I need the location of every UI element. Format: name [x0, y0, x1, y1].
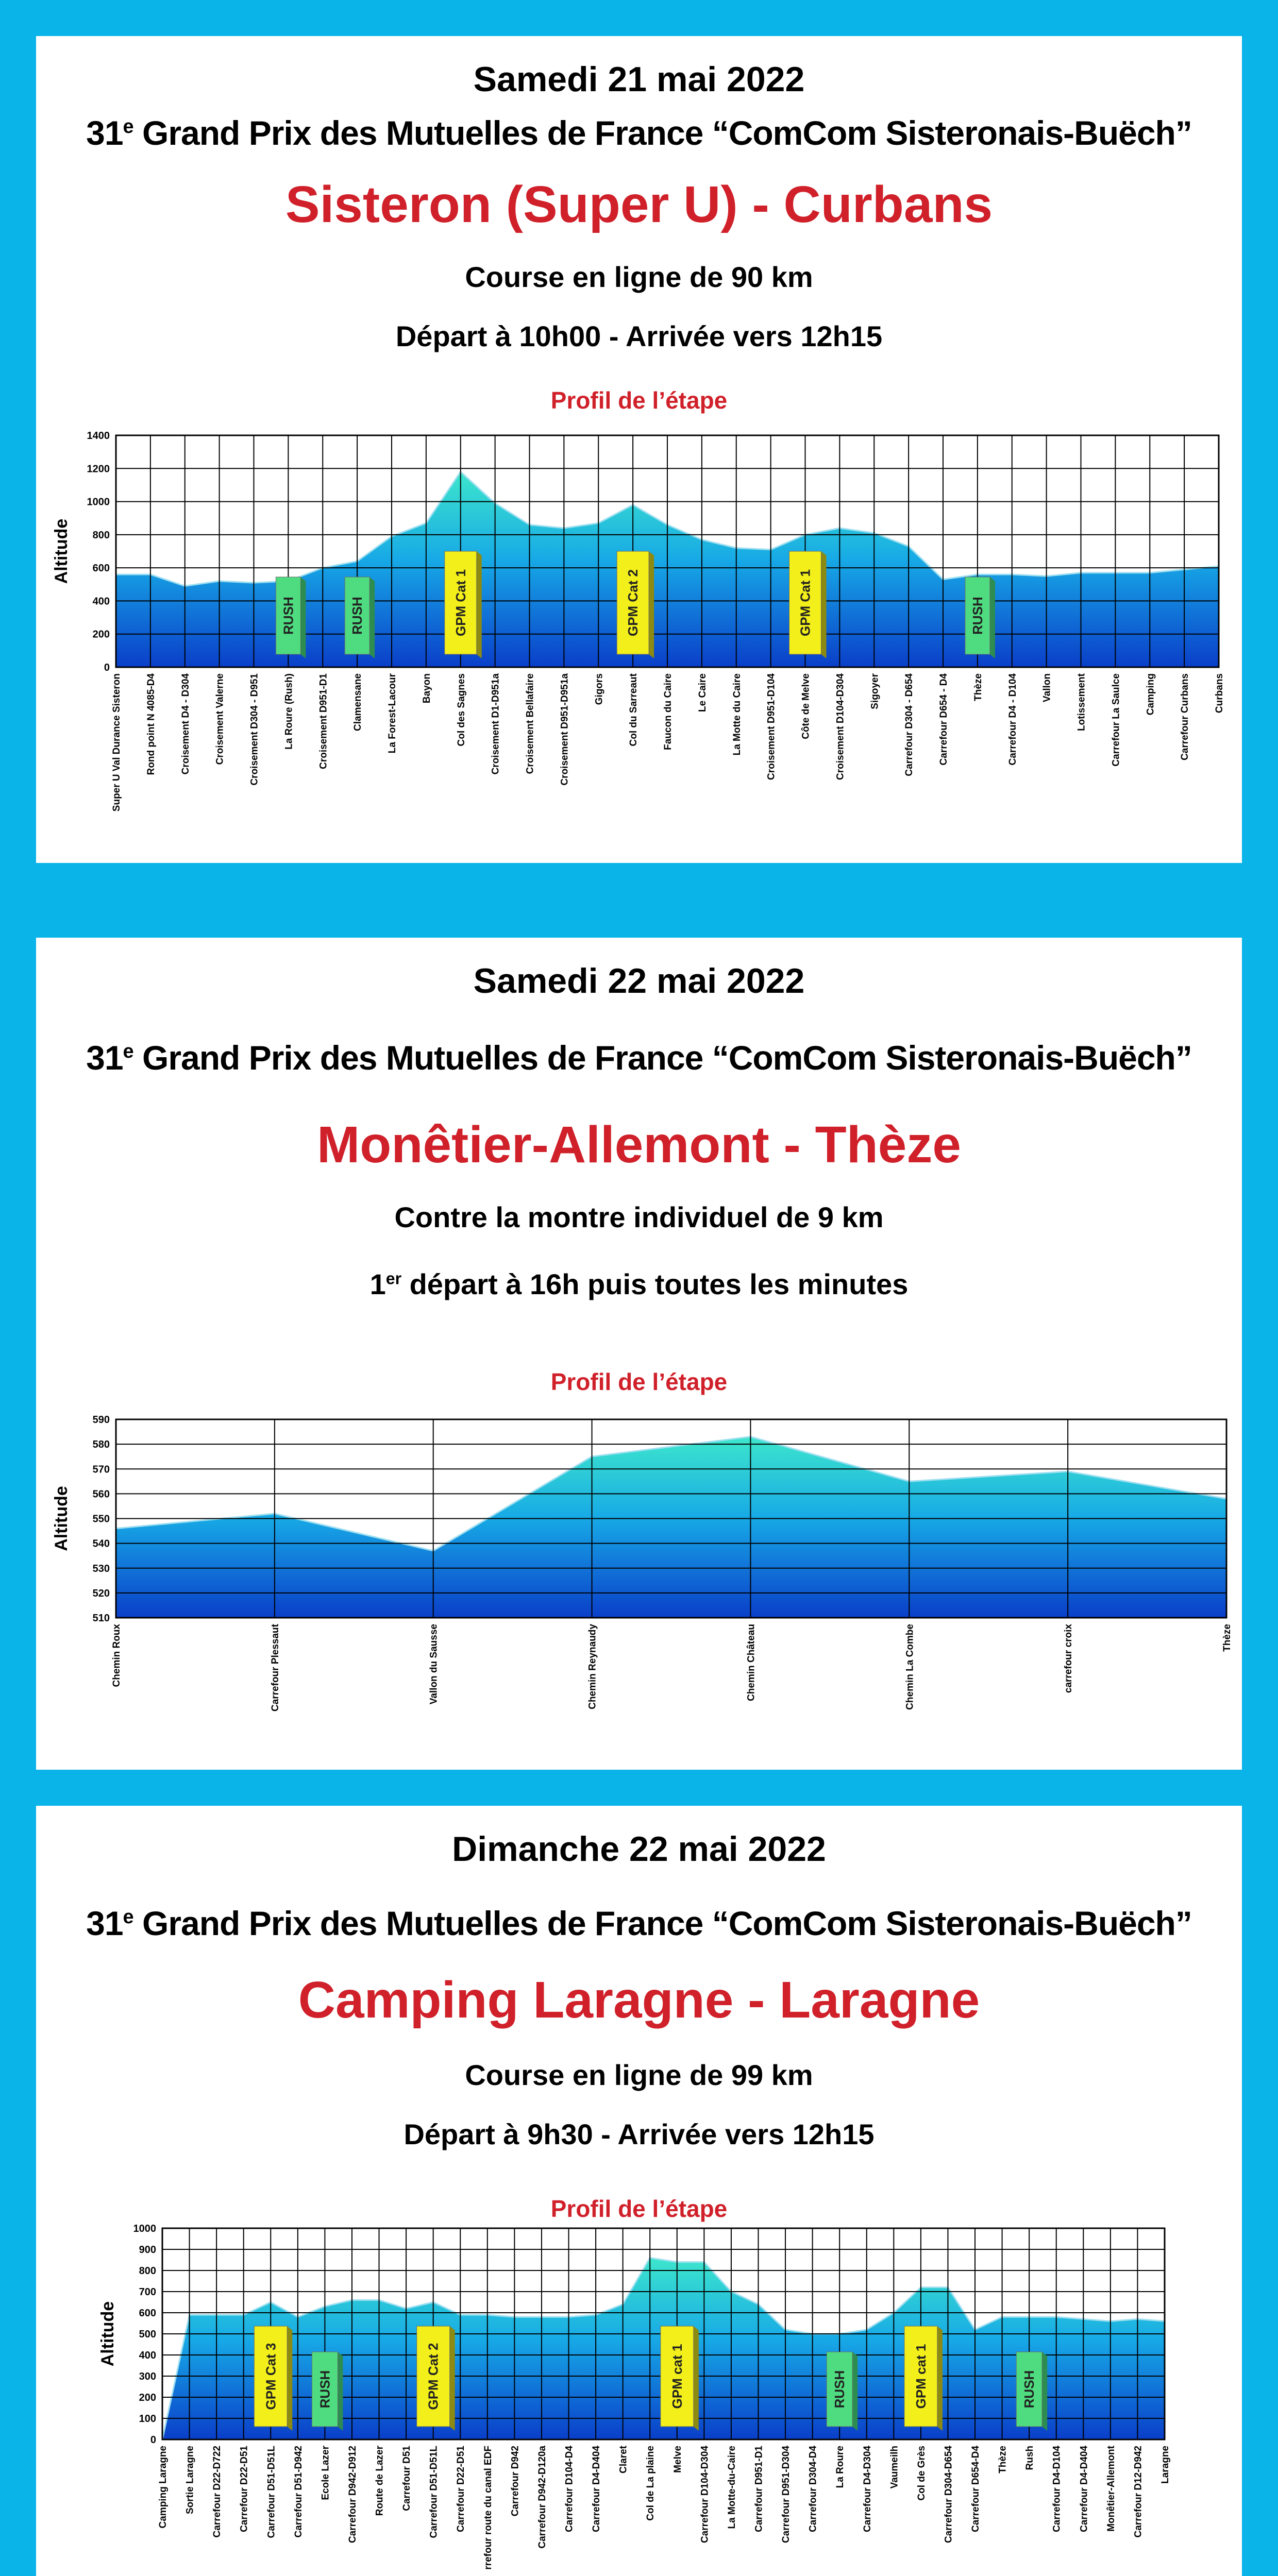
y-tick-label: 300 [139, 2371, 156, 2382]
y-tick-label: 570 [92, 1464, 110, 1476]
x-tick-label: Carrefour La Saulce [1111, 673, 1122, 767]
x-tick-label: Carrefour Plessaut [270, 1624, 281, 1712]
marker-label: RUSH [280, 597, 296, 635]
marker-shadow [477, 551, 482, 658]
x-tick-label: Col de La plaine [645, 2446, 657, 2521]
y-tick-label: 540 [92, 1538, 110, 1550]
x-tick-label: Laragne [1160, 2446, 1171, 2484]
y-tick-label: 400 [92, 596, 110, 607]
marker-label: GPM cat 1 [669, 2344, 685, 2409]
grand-prix-title: 31e Grand Prix des Mutuelles de France “ComCom Sisteronais-Buëch” [86, 114, 1192, 152]
x-tick-label: Croisement D104-D304 [835, 673, 846, 780]
x-tick-label: Carrefour D4-D304 [862, 2446, 873, 2532]
elevation-area [116, 1437, 1226, 1618]
x-tick-label: La Roure (Rush) [283, 673, 295, 750]
marker-label: GPM cat 1 [913, 2344, 929, 2409]
x-tick-label: Le Caire [697, 673, 708, 712]
x-tick-label: Carrefour D4-D404 [591, 2446, 602, 2532]
x-tick-label: La Forest-Lacour [387, 673, 398, 754]
elevation-profile-chart [36, 2221, 1242, 2576]
y-axis-label: Altitude [98, 2301, 117, 2367]
marker-label: GPM Cat 2 [625, 569, 641, 637]
x-tick-label: Croisement D4 - D304 [180, 673, 191, 775]
marker-label: RUSH [969, 597, 985, 635]
y-tick-label: 560 [92, 1488, 110, 1500]
x-tick-label: Croisement D951-D1 [318, 673, 329, 769]
x-tick-label: Rush [1024, 2446, 1036, 2470]
elevation-profile-chart [36, 428, 1242, 863]
x-tick-label: Sortie Laragne [184, 2446, 196, 2515]
x-tick-label: Camping [1145, 673, 1156, 716]
x-tick-label: Chemin La Combe [904, 1624, 916, 1710]
grand-prix-title: 31e Grand Prix des Mutuelles de France “ComCom Sisteronais-Buëch” [86, 1039, 1192, 1077]
x-tick-label: Carrefour D304-D4 [808, 2446, 819, 2532]
x-tick-label: Carrefour D942 [510, 2446, 521, 2517]
stage-route: Sisteron (Super U) - Curbans [285, 176, 993, 233]
marker-label: RUSH [1021, 2370, 1037, 2409]
marker-shadow [1042, 2352, 1047, 2431]
marker-label: RUSH [349, 597, 365, 635]
y-axis-label: Altitude [52, 518, 71, 584]
x-tick-label: Carrefour D942-D120a [536, 2446, 548, 2549]
x-tick-label: Carrefour Curbans [1180, 673, 1191, 760]
x-tick-label: Carrefour D4-D404 [1079, 2446, 1090, 2532]
x-tick-label: Croisement D304 - D951 [249, 673, 260, 786]
x-tick-label: Carrefour D4-D104 [1051, 2446, 1063, 2532]
x-tick-label: Carrefour D104-D304 [699, 2446, 711, 2544]
y-tick-label: 600 [139, 2308, 156, 2319]
x-tick-label: Lotissement [1076, 673, 1087, 731]
stage-date: Samedi 21 mai 2022 [473, 60, 805, 99]
x-tick-label: Carrefour D22-D51 [239, 2446, 250, 2532]
y-tick-label: 800 [139, 2265, 156, 2277]
stage-panel-2 [36, 938, 1242, 1770]
y-tick-label: 1000 [133, 2223, 156, 2234]
x-tick-label: Carrefour D104-D4 [564, 2446, 575, 2532]
marker-shadow [821, 551, 827, 658]
x-tick-label: Carrefour D22-D722 [212, 2446, 223, 2538]
y-tick-label: 500 [139, 2329, 156, 2340]
x-tick-label: carrefour croix [1063, 1624, 1074, 1693]
x-tick-label: Carrefour D51-D942 [293, 2446, 304, 2538]
y-tick-label: 200 [139, 2392, 156, 2403]
profile-title: Profil de l’étape [550, 1368, 728, 1395]
x-tick-label: Carrefour D4 - D104 [1007, 673, 1018, 766]
marker-shadow [990, 577, 995, 658]
x-tick-label: Claret [618, 2446, 629, 2473]
x-tick-label: Faucon du Caire [663, 673, 674, 750]
x-tick-label: Carrefour D654 - D4 [938, 673, 949, 766]
marker-label: GPM Cat 1 [797, 569, 813, 637]
y-tick-label: 530 [92, 1563, 110, 1574]
stage-departure: Départ à 9h30 - Arrivée vers 12h15 [403, 2118, 875, 2150]
marker-shadow [852, 2352, 857, 2431]
marker-shadow [937, 2326, 943, 2431]
x-tick-label: Croisement D951-D104 [766, 673, 777, 780]
stage-course: Contre la montre individuel de 9 km [394, 1201, 884, 1233]
stage-date: Samedi 22 mai 2022 [473, 961, 805, 1001]
y-tick-label: 0 [150, 2434, 156, 2446]
x-tick-label: Carrefour D51-D51L [266, 2446, 277, 2538]
stage-panel-1 [36, 36, 1242, 863]
marker-label: GPM Cat 1 [452, 569, 468, 637]
marker-label: GPM Cat 3 [263, 2343, 279, 2410]
x-tick-label: Carrefour D304-D654 [943, 2446, 954, 2544]
stage-route: Monêtier-Allemont - Thèze [316, 1116, 962, 1174]
stage-departure: Départ à 10h00 - Arrivée vers 12h15 [395, 320, 883, 352]
marker-label: RUSH [832, 2370, 848, 2409]
x-tick-label: Rond point N 4085-D4 [145, 673, 157, 775]
marker-shadow [287, 2326, 292, 2431]
x-tick-label: Carrefour D12-D942 [1133, 2446, 1144, 2538]
y-tick-label: 1400 [87, 430, 110, 442]
x-tick-label: Ecole Lazer [320, 2446, 331, 2500]
y-tick-label: 200 [92, 629, 110, 640]
x-tick-label: La Motte du Caire [731, 673, 743, 756]
y-tick-label: 520 [92, 1587, 110, 1599]
y-tick-label: 580 [92, 1439, 110, 1451]
x-tick-label: Carrefour D51-D51L [428, 2446, 440, 2538]
marker-label: GPM Cat 2 [425, 2343, 441, 2410]
x-tick-label: Camping Laragne [158, 2446, 169, 2529]
x-tick-label: rrefour route du canal EDF [482, 2446, 494, 2570]
marker-shadow [450, 2326, 455, 2431]
x-tick-label: Thèze [997, 2446, 1008, 2473]
x-tick-label: Chemin Château [746, 1624, 757, 1701]
x-tick-label: Chemin Roux [111, 1624, 122, 1687]
stage-route: Camping Laragne - Laragne [298, 1971, 980, 2029]
x-tick-label: Carrefour D942-D912 [347, 2446, 358, 2544]
x-tick-label: Carrefour D951-D1 [753, 2446, 765, 2532]
marker-shadow [369, 577, 375, 658]
x-tick-label: Melve [672, 2446, 683, 2473]
y-tick-label: 0 [104, 662, 110, 673]
y-tick-label: 400 [139, 2350, 156, 2361]
x-tick-label: Carrefour D654-D4 [970, 2446, 982, 2532]
x-tick-label: Vallon du Sausse [428, 1624, 440, 1705]
y-tick-label: 900 [139, 2244, 156, 2256]
profile-title: Profil de l’étape [550, 387, 728, 414]
x-tick-label: Monêtier-Allemont [1105, 2446, 1117, 2532]
marker-shadow [694, 2326, 699, 2431]
marker-shadow [649, 551, 654, 658]
y-tick-label: 600 [92, 563, 110, 574]
x-tick-label: Gigors [594, 673, 605, 705]
x-tick-label: Bayon [421, 673, 432, 704]
y-tick-label: 800 [92, 529, 110, 541]
x-tick-label: Côte de Melve [800, 673, 812, 739]
x-tick-label: Curbans [1214, 673, 1225, 714]
marker-shadow [300, 577, 306, 658]
stage-departure: 1er départ à 16h puis toutes les minutes [369, 1268, 909, 1300]
x-tick-label: Vallon [1041, 673, 1053, 702]
y-tick-label: 700 [139, 2286, 156, 2298]
x-tick-label: Sigoyer [869, 673, 881, 709]
y-tick-label: 510 [92, 1613, 110, 1624]
x-tick-label: Carrefour D951-D304 [781, 2446, 792, 2544]
marker-shadow [338, 2352, 343, 2431]
x-tick-label: Carrefour D22-D51 [456, 2446, 467, 2532]
y-tick-label: 590 [92, 1414, 110, 1426]
y-tick-label: 100 [139, 2413, 156, 2425]
x-tick-label: Route de Lazer [374, 2446, 385, 2516]
x-tick-label: Croisement Bellafaire [525, 673, 536, 774]
stage-panel-3 [36, 1806, 1242, 2576]
stage-course: Course en ligne de 99 km [465, 2059, 813, 2091]
x-tick-label: Col du Sarreaut [628, 673, 640, 747]
y-axis-label: Altitude [52, 1486, 71, 1551]
y-tick-label: 550 [92, 1513, 110, 1525]
x-tick-label: Carrefour D304 - D654 [904, 673, 915, 776]
x-tick-label: Vaumeilh [889, 2446, 900, 2489]
x-tick-label: Clamensane [352, 673, 364, 731]
profile-title: Profil de l’étape [550, 2195, 728, 2222]
x-tick-label: Thèze [1222, 1624, 1233, 1652]
x-tick-label: Col de Grès [916, 2446, 927, 2501]
x-tick-label: Croisement Valerne [214, 673, 226, 765]
stage-course: Course en ligne de 90 km [465, 261, 813, 293]
stage-date: Dimanche 22 mai 2022 [452, 1829, 826, 1869]
x-tick-label: La Roure [835, 2446, 846, 2488]
x-tick-label: Super U Val Durance Sisteron [111, 673, 122, 812]
y-tick-label: 1200 [87, 463, 110, 475]
x-tick-label: Col des Sagnes [456, 673, 467, 747]
x-tick-label: Croisement D951-D951a [559, 673, 570, 786]
x-tick-label: Chemin Reynaudy [587, 1624, 598, 1709]
x-tick-label: Thèze [972, 673, 984, 701]
grand-prix-title: 31e Grand Prix des Mutuelles de France “ComCom Sisteronais-Buëch” [86, 1904, 1192, 1942]
x-tick-label: Carrefour D51 [401, 2446, 413, 2511]
elevation-profile-chart [36, 1412, 1242, 1762]
marker-label: RUSH [317, 2370, 333, 2409]
x-tick-label: Croisement D1-D951a [490, 673, 501, 775]
x-tick-label: La Motte-du-Caire [726, 2446, 737, 2529]
y-tick-label: 1000 [87, 496, 110, 508]
